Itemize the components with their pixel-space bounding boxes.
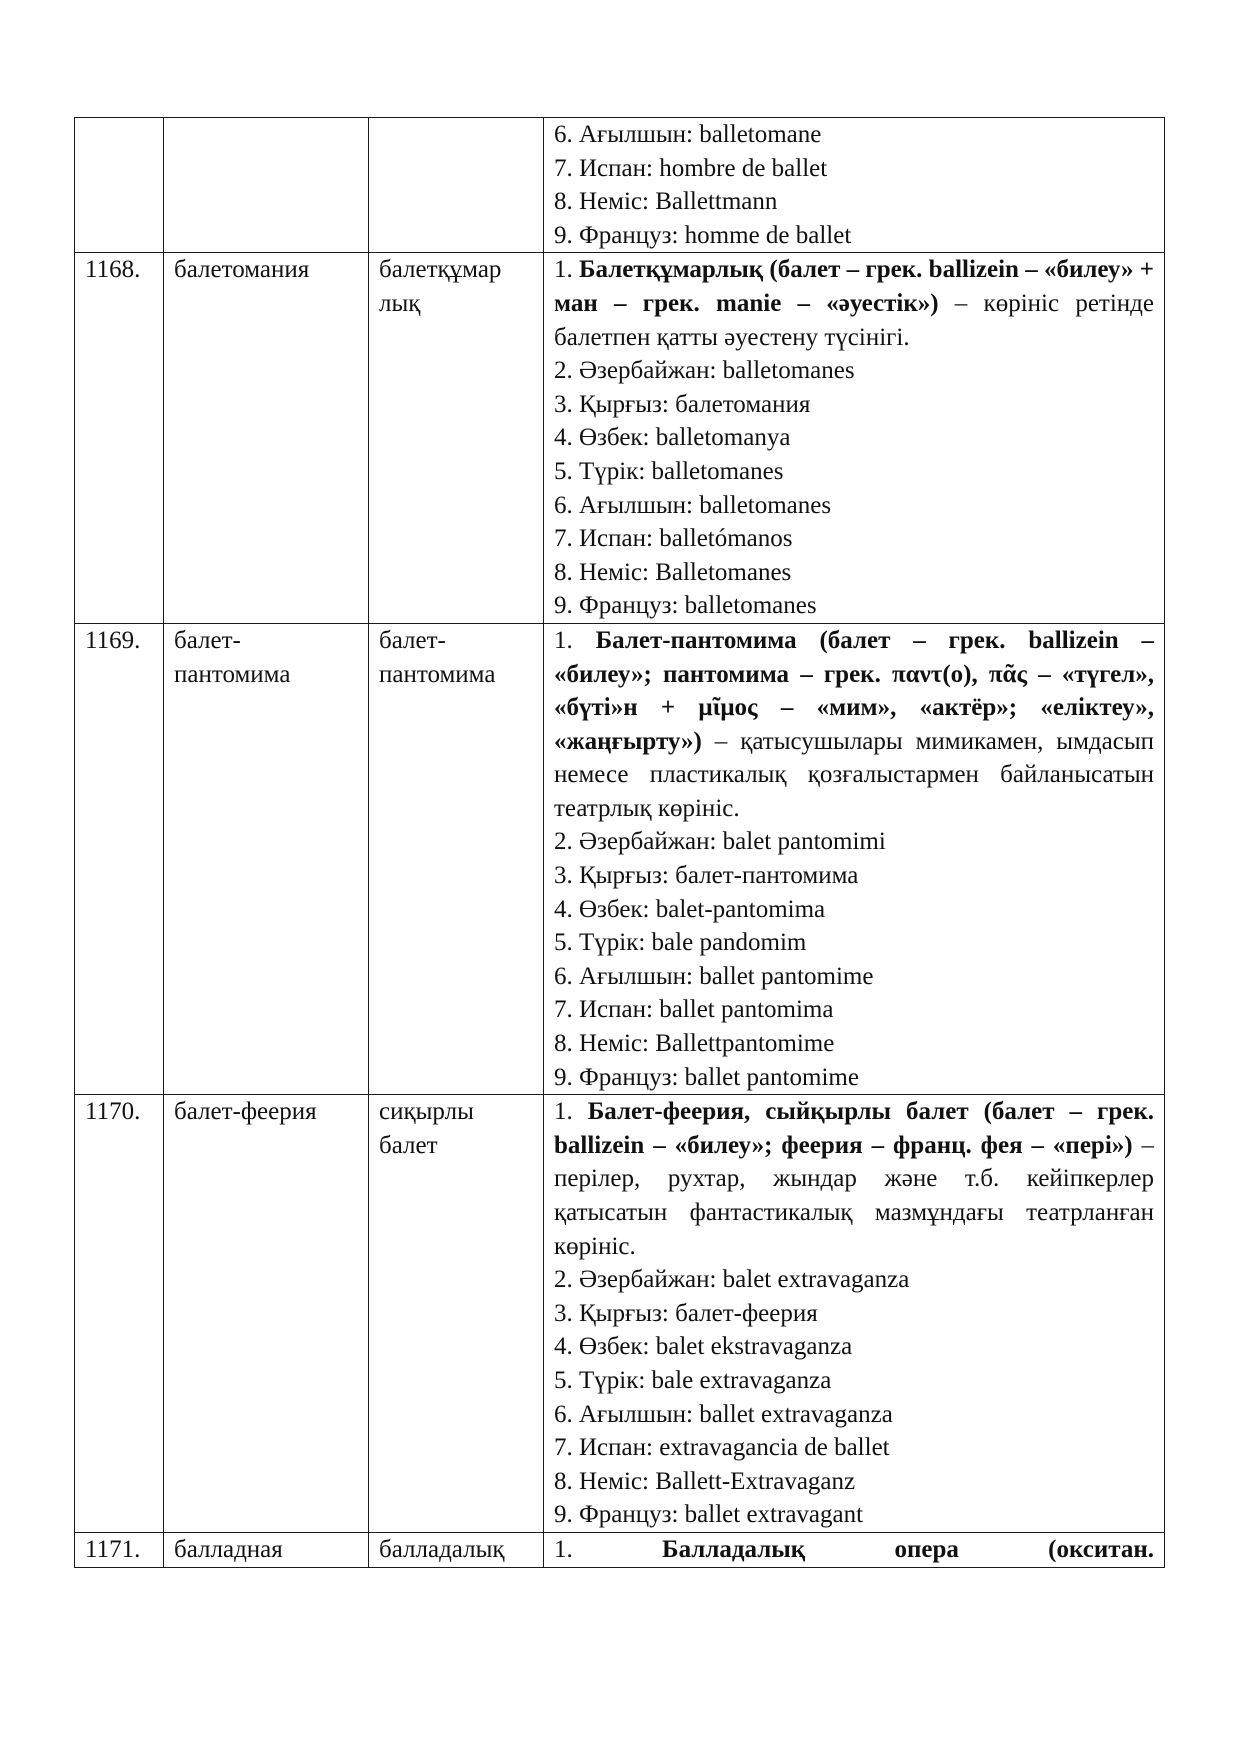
translation-line: 7. Испан: hombre de ballet xyxy=(554,154,828,182)
table-row xyxy=(75,253,1165,624)
translation-line: 7. Испан: extravagancia de ballet xyxy=(554,1434,890,1462)
term-etymology: Балетқұмарлық (балет – грек. ballizein – «билеу» + ман – грек. manie – «әуестік») xyxy=(554,256,1154,317)
translation-line: 8. Неміс: Ballett-Extravaganz xyxy=(554,1467,856,1495)
entry-number: 1169. xyxy=(75,623,164,1094)
term-etymology: Балет-пантомима (балет – грек. ballizein – «билеу»; пантомима – грек. παντ(ο), πᾶς – «түгел», «бүті»н + μῖμος – «мим», «актёр»; «еліктеу», «жаңғырту») xyxy=(554,626,1154,755)
translation-line: 2. Әзербайжан: balet pantomimi xyxy=(554,828,886,856)
translation-line: 9. Француз: ballet extravagant xyxy=(554,1501,864,1529)
translation-line: 9. Француз: ballet pantomime xyxy=(554,1063,859,1091)
translation-line: 3. Қырғыз: балетомания xyxy=(554,390,811,418)
table-row xyxy=(75,623,1165,1094)
translation-line: 2. Әзербайжан: balet extravaganza xyxy=(554,1266,910,1294)
translation-line: 6. Ағылшын: balletomane xyxy=(554,121,822,148)
definition-cell xyxy=(544,253,1165,624)
entry-number: 1170. xyxy=(75,1095,164,1533)
translation-line: 3. Қырғыз: балет-феерия xyxy=(554,1299,818,1327)
kazakh-term: сиқырлы балет xyxy=(369,1095,544,1533)
definition-text: 1. Балетқұмарлық (балет – грек. ballizein – «билеу» + ман – грек. manie – «әуестік») – көрініс ретінде балетпен қатты әуестену түсінігі. xyxy=(554,256,1154,351)
translation-line: 7. Испан: balletómanos xyxy=(554,525,793,553)
russian-term: балладная xyxy=(164,1532,369,1567)
translation-line: 3. Қырғыз: балет-пантомима xyxy=(554,862,859,890)
translation-line: 9. Француз: homme de ballet xyxy=(554,221,852,249)
translation-line: 8. Неміс: Ballettpantomime xyxy=(554,1030,835,1058)
translation-line: 5. Түрік: bale extravaganza xyxy=(554,1366,832,1394)
translation-line: 2. Әзербайжан: balletomanes xyxy=(554,357,855,385)
entry-number xyxy=(75,118,164,253)
russian-term xyxy=(164,118,369,253)
translation-line: 8. Неміс: Ballettmann xyxy=(554,188,778,216)
kazakh-term: балладалық xyxy=(369,1532,544,1567)
table-row xyxy=(75,1532,1165,1567)
translation-line: 4. Өзбек: balletomanya xyxy=(554,424,791,452)
table-row xyxy=(75,118,1165,253)
translation-line: 8. Неміс: Balletomanes xyxy=(554,558,792,586)
kazakh-term: балетқұмар лық xyxy=(369,253,544,624)
translation-line: 5. Түрік: balletomanes xyxy=(554,457,784,485)
translation-line: 6. Ағылшын: ballet extravaganza xyxy=(554,1400,893,1428)
definition-cell xyxy=(544,623,1165,1094)
definition-cell xyxy=(544,118,1165,253)
definition-text: 1. Балет-феерия, сыйқырлы балет (балет – грек. ballizein – «билеу»; феерия – франц. фея – «пері») – перілер, рухтар, жындар және т.б. кейіпкерлер қатысатын фантастикалық мазмұндағы театрланған көрініс. xyxy=(554,1098,1155,1260)
translation-line: 6. Ағылшын: balletomanes xyxy=(554,491,832,519)
term-etymology: Балладалық опера (окситан. xyxy=(662,1535,1154,1563)
kazakh-term xyxy=(369,118,544,253)
definition-text: 1. Балет-пантомима (балет – грек. ballizein – «билеу»; пантомима – грек. παντ(ο), πᾶς – «түгел», «бүті»н + μῖμος – «мим», «актёр»; «еліктеу», «жаңғырту») – қатысушылары мимикамен, ымдасып немесе пластикалық қозғалыстармен байланысатын театрлық көрініс. xyxy=(554,626,1154,822)
definition-text: 1. Балладалық опера (окситан. xyxy=(554,1535,1154,1563)
translation-line: 5. Түрік: bale pandomim xyxy=(554,929,807,957)
entry-number: 1168. xyxy=(75,253,164,624)
table-row xyxy=(75,1095,1165,1533)
translation-line: 6. Ағылшын: ballet pantomime xyxy=(554,962,874,990)
russian-term: балет- пантомима xyxy=(164,623,369,1094)
russian-term: балетомания xyxy=(164,253,369,624)
entry-number: 1171. xyxy=(75,1532,164,1567)
translation-line: 7. Испан: ballet pantomima xyxy=(554,996,834,1024)
translation-line: 9. Француз: balletomanes xyxy=(554,592,817,620)
russian-term: балет-феерия xyxy=(164,1095,369,1533)
kazakh-term: балет- пантомима xyxy=(369,623,544,1094)
translation-line: 4. Өзбек: balet ekstravaganza xyxy=(554,1333,853,1361)
dictionary-table xyxy=(74,117,1165,1568)
definition-cell xyxy=(544,1095,1165,1533)
term-etymology: Балет-феерия, сыйқырлы балет (балет – грек. ballizein – «билеу»; феерия – франц. фея – «пері») xyxy=(554,1098,1154,1159)
translation-line: 4. Өзбек: balet-pantomima xyxy=(554,895,826,923)
definition-cell xyxy=(544,1532,1165,1567)
